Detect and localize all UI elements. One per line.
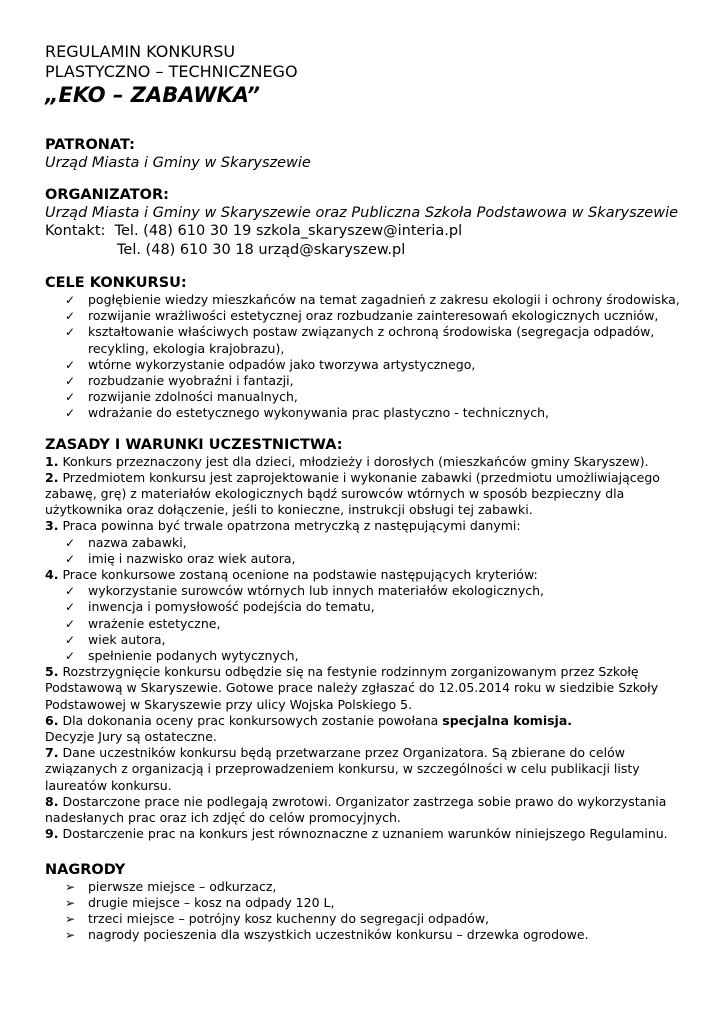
rule-3	[45, 518, 685, 534]
rule-number: 7.	[45, 745, 59, 761]
nagrody-list	[45, 879, 685, 944]
list-item: ✓ rozwijanie wrażliwości estetycznej oraz rozbudzanie zainteresowań ekologicznych uczniów,	[65, 308, 685, 324]
patronat-text: Urząd Miasta i Gminy w Skaryszewie	[45, 155, 311, 171]
rule-number: 8.	[45, 793, 59, 809]
list-item: ✓ imię i nazwisko oraz wiek autora,	[65, 551, 685, 567]
rule-4-list	[45, 583, 685, 664]
rule-text: Dla dokonania oceny prac konkursowych zostanie powołana	[62, 712, 443, 728]
list-item: ✓ wiek autora,	[65, 632, 685, 648]
rule-9	[45, 826, 685, 842]
rule-number: 4.	[45, 567, 59, 583]
rule-2	[45, 470, 685, 519]
title-line-2: PLASTYCZNO – TECHNICZNEGO	[45, 62, 298, 81]
cele-heading: CELE KONKURSU:	[45, 275, 187, 291]
list-item: ✓ wykorzystanie surowców wtórnych lub innych materiałów ekologicznych,	[65, 583, 685, 599]
rule-number: 6.	[45, 712, 59, 728]
rule-6	[45, 713, 685, 729]
contact-line-1: Tel. (48) 610 30 19 szkola_skaryszew@interia.pl	[114, 223, 463, 239]
list-item: ✓ inwencja i pomysłowość podejścia do tematu,	[65, 599, 685, 615]
rule-number: 3.	[45, 518, 59, 534]
list-item: ✓ pogłębienie wiedzy mieszkańców na temat zagadnień z zakresu ekologii i ochrony środowiska,	[65, 292, 685, 308]
rule-6-continued: Decyzje Jury są ostateczne.	[45, 729, 217, 745]
nagrody-heading: NAGRODY	[45, 861, 126, 878]
list-item: ➢ nagrody pocieszenia dla wszystkich uczestników konkursu – drzewka ogrodowe.	[65, 927, 685, 943]
organizator-heading: ORGANIZATOR:	[45, 187, 169, 203]
list-item: ➢ trzeci miejsce – potrójny kosz kuchenny do segregacji odpadów,	[65, 911, 685, 927]
contact-block-2	[45, 241, 685, 260]
zasady-heading: ZASADY I WARUNKI UCZESTNICTWA:	[45, 436, 343, 453]
rule-text: Dostarczone prace nie podlegają zwrotowi. Organizator zastrzega sobie prawo do wykorzystania nadesłanych prac oraz ich zdjęć do celów promocyjnych.	[45, 793, 667, 826]
rule-bold-text: specjalna komisja.	[442, 712, 573, 728]
rule-4	[45, 567, 685, 583]
list-item: ✓ rozwijanie zdolności manualnych,	[65, 389, 685, 405]
contact-label: Kontakt:	[45, 223, 106, 239]
list-item: ➢ pierwsze miejsce – odkurzacz,	[65, 879, 685, 895]
list-item: ➢ drugie miejsce – kosz na odpady 120 L,	[65, 895, 685, 911]
list-item: ✓ nazwa zabawki,	[65, 535, 685, 551]
rule-text: Rozstrzygnięcie konkursu odbędzie się na festynie rodzinnym zorganizowanym przez Szkołę Podstawową w Skaryszewie. Gotowe prace należy zgłaszać do 12.05.2014 roku w siedzibie Szkoły Podstawowej w Skaryszewie przy ulicy Wojska Polskiego 5.	[45, 664, 659, 712]
rule-text: Przedmiotem konkursu jest zaprojektowanie i wykonanie zabawki (przedmiotu umożliwiającego zabawę, grę) z materiałów ekologicznych bądź surowców wtórnych w sposób bezpieczny dla użytkownika oraz dołączenie, jeśli to konieczne, instrukcji obsługi tej zabawki.	[45, 469, 660, 518]
list-item: ✓ spełnienie podanych wytycznych,	[65, 648, 685, 664]
rule-text: Dane uczestników konkursu będą przetwarzane przez Organizatora. Są zbierane do celów związanych z organizacją i przeprowadzeniem konkursu, w szczególności w celu publikacji listy laureatów konkursu.	[45, 745, 640, 793]
title-line-3: „EKO – ZABAWKA”	[45, 83, 260, 107]
contact-block	[45, 222, 685, 241]
rule-number: 9.	[45, 826, 59, 842]
organizator-text: Urząd Miasta i Gminy w Skaryszewie oraz Publiczna Szkoła Podstawowa w Skaryszewie	[45, 205, 679, 221]
rule-3-list	[45, 535, 685, 567]
rule-1	[45, 454, 685, 470]
patronat-heading: PATRONAT:	[45, 137, 135, 153]
rule-number: 1.	[45, 453, 59, 469]
rule-text: Konkurs przeznaczony jest dla dzieci, młodzieży i dorosłych (mieszkańców gminy Skaryszew).	[62, 453, 649, 469]
rule-5	[45, 664, 685, 713]
list-item: ✓ kształtowanie właściwych postaw związanych z ochroną środowiska (segregacja odpadów, recykling, ekologia krajobrazu),	[65, 324, 685, 356]
title-line-1: REGULAMIN KONKURSU	[45, 42, 236, 61]
rule-number: 5.	[45, 664, 59, 680]
rule-7	[45, 745, 685, 794]
rule-text: Praca powinna być trwale opatrzona metryczką z następującymi danymi:	[62, 518, 521, 534]
rule-text: Prace konkursowe zostaną ocenione na podstawie następujących kryteriów:	[62, 567, 538, 583]
contact-line-2: Tel. (48) 610 30 18 urząd@skaryszew.pl	[117, 242, 406, 258]
list-item: ✓ wtórne wykorzystanie odpadów jako tworzywa artystycznego,	[65, 357, 685, 373]
rule-text: Dostarczenie prac na konkurs jest równoznaczne z uznaniem warunków niniejszego Regulaminu.	[62, 826, 668, 842]
cele-list	[45, 292, 685, 422]
rule-8	[45, 794, 685, 826]
list-item: ✓ wdrażanie do estetycznego wykonywania prac plastyczno - technicznych,	[65, 405, 685, 421]
document-page	[45, 42, 685, 943]
rule-number: 2.	[45, 469, 59, 485]
list-item: ✓ rozbudzanie wyobraźni i fantazji,	[65, 373, 685, 389]
list-item: ✓ wrażenie estetyczne,	[65, 616, 685, 632]
